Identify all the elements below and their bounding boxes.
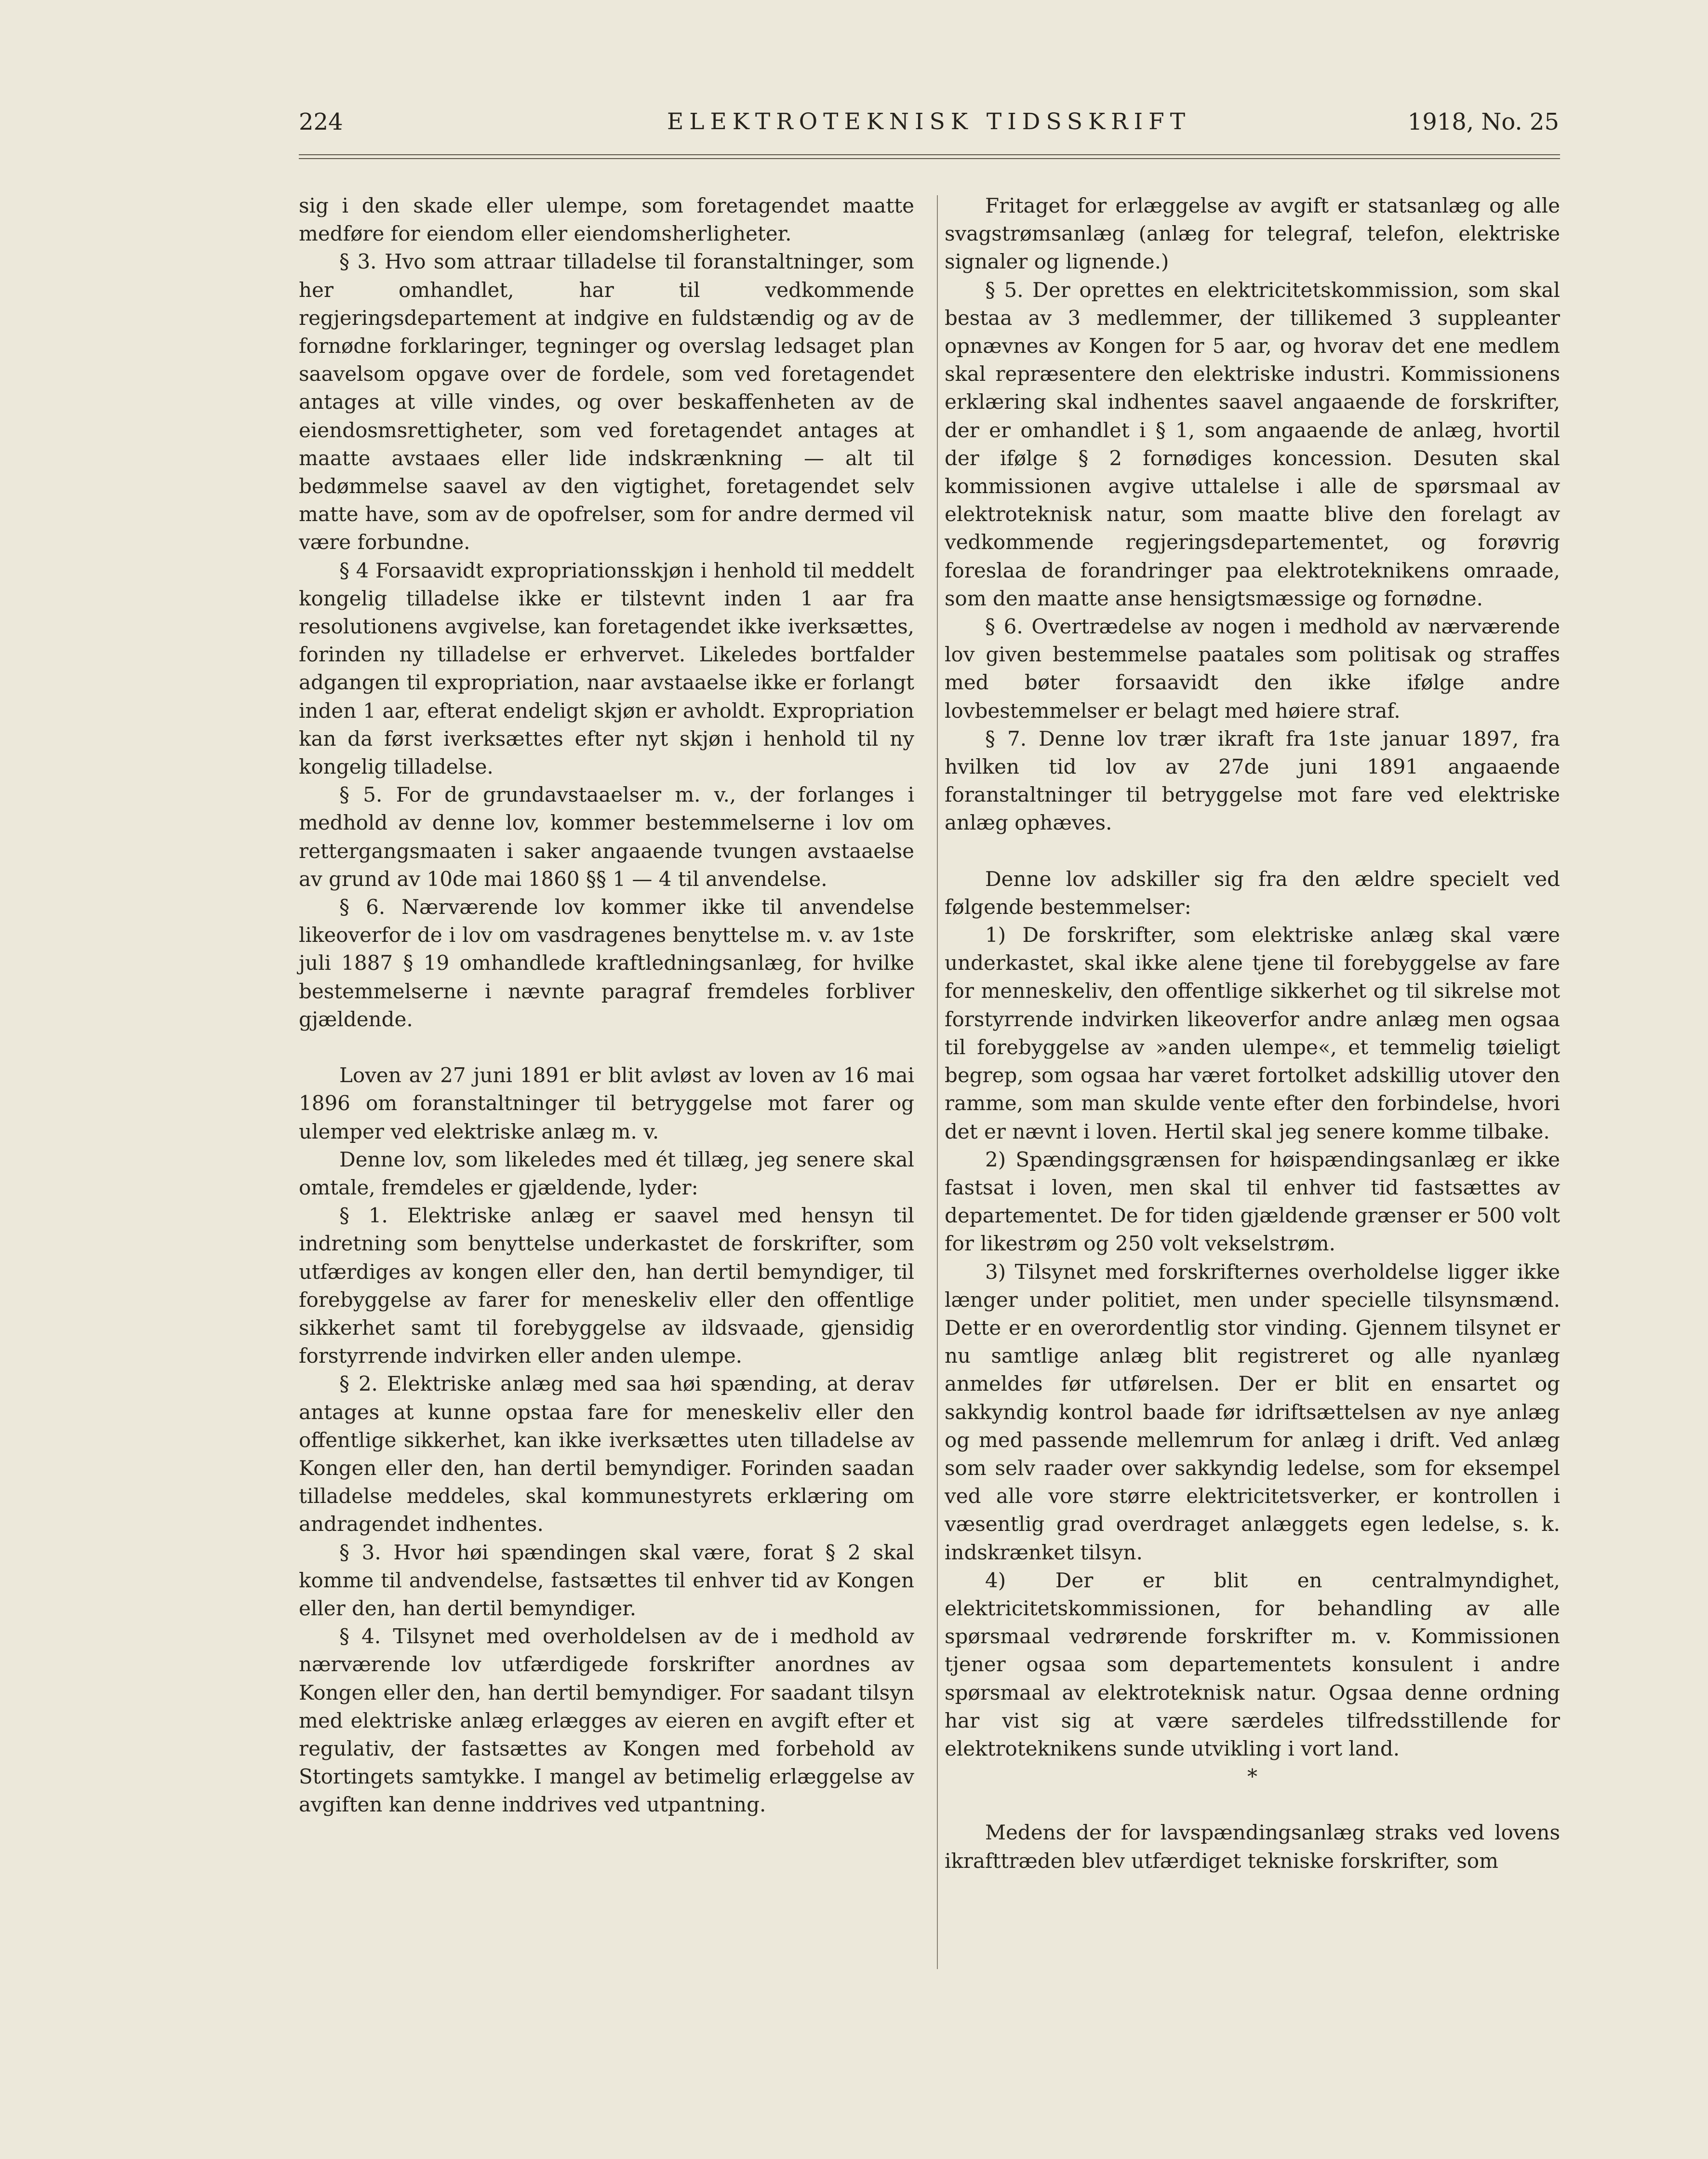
paragraph-law-section-1: § 1. Elektriske anlæg er saavel med hensyn til indretning som benyttelse underkastet de forskrifter, som utfærdiges av kongen eller den, han dertil bemyndiger, til forebyggelse av farer for meneskeliv eller den offentlige sikkerhet samt til forebyggelse av ildsvaade, gjensidig forstyrrende indvirken eller anden ulempe. <box>299 1204 914 1368</box>
paragraph-section-6: § 6. Nærværende lov kommer ikke til anvendelse likeoverfor de i lov om vasdragenes benyttelse m. v. av 1ste juli 1887 § 19 omhandlede kraftledningsanlæg, for hvilke bestemmelserne i nævnte paragraf fremdeles forbliver gjældende. <box>299 895 914 1031</box>
section-break-asterisk: * <box>1247 1765 1257 1789</box>
running-header <box>299 108 1559 142</box>
paragraph-law-section-6: § 6. Overtrædelse av nogen i medhold av nærværende lov given bestemmelse paatales som politisak og straffes med bøter forsaavidt den ikke ifølge andre lovbestemmelser er belagt med høiere straf. <box>945 615 1560 723</box>
list-item-4: 4) Der er blit en centralmyndighet, elektricitetskommissionen, for behandling av alle spørsmaal vedrørende forskrifter m. v. Kommissionen tjener ogsaa som departementets konsulent i andre spørsmaal av elektroteknisk natur. Ogsaa denne ordning har vist sig at være særdeles tilfredsstillende for elektroteknikens sunde utvikling i vort land. <box>945 1568 1560 1760</box>
header-rule-bottom <box>299 158 1560 159</box>
column-divider <box>937 195 938 1969</box>
paragraph: Denne lov, som likeledes med ét tillæg, jeg senere skal omtale, fremdeles er gjældende, lyder: <box>299 1147 914 1199</box>
paragraph-section-3: § 3. Hvo som attraar tilladelse til foranstaltninger, som her omhandlet, har til vedkommende regjeringsdepartement at indgive en fuldstændig og av de fornødne forklaringer, tegninger og overslag ledsaget plan saavelsom opgave over de fordele, som ved foretagendet antages at ville vindes, og over beskaffenheten av de eiendosmsrettigheter, som ved foretagendet antages at maatte avstaaes eller lide indskrænkning — alt til bedømmelse saavel av den vigtighet, foretagendet selv matte have, som av de opofrelser, som for andre dermed vil være forbundne. <box>299 250 914 554</box>
paragraph-gap <box>299 1033 914 1061</box>
paragraph: Medens der for lavspændingsanlæg straks ved lovens ikrafttræden blev utfærdiget tekniske forskrifter, som <box>945 1821 1560 1873</box>
journal-title: ELEKTROTEKNISK TIDSSKRIFT <box>667 108 1191 135</box>
paragraph-section-4: § 4 Forsaavidt expropriationsskjøn i henhold til meddelt kongelig tilladelse ikke er tilstevnt inden 1 aar fra resolutionens avgivelse, kan foretagendet ikke iverksættes, forinden ny tilladelse er erhvervet. Likeledes bortfalder adgangen til expropriation, naar avstaaelse ikke er forlangt inden 1 aar, efterat endeligt skjøn er avholdt. Expropriation kan da først iverksættes efter nyt skjøn i henhold til ny kongelig tilladelse. <box>299 558 914 779</box>
paragraph-gap <box>945 1791 1560 1819</box>
list-item-3: 3) Tilsynet med forskrifternes overholdelse ligger ikke længer under politiet, men under specielle tilsynsmænd. Dette er en overordentlig stor vinding. Gjennem tilsynet er nu samtlige anlæg blit registreret og alle nyanlæg anmeldes før utførelsen. Der er blit en ensartet og sakkyndig kontrol baade før idriftsættelsen av nye anlæg og med passende mellemrum for anlæg i drift. Ved anlæg som selv raader over sakkyndig ledelse, som for eksempel ved alle vore større elektricitetsverker, er kontrollen i væsentlig grad overdraget anlæggets egen ledelse, s. k. indskrænket tilsyn. <box>945 1260 1560 1564</box>
page-number: 224 <box>299 108 343 135</box>
paragraph-law-section-7: § 7. Denne lov trær ikraft fra 1ste januar 1897, fra hvilken tid lov av 27de juni 1891 angaaende foranstaltninger til betryggelse mot fare ved elektriske anlæg ophæves. <box>945 726 1560 835</box>
paragraph-gap <box>945 837 1560 865</box>
list-item-1: 1) De forskrifter, som elektriske anlæg skal være underkastet, skal ikke alene tjene til forebyggelse av fare for menneskeliv, den offentlige sikkerhet og til sikrelse mot forstyrrende indvirken likeoverfor andre anlæg men ogsaa til forebyggelse av »anden ulempe«, et temmelig tøieligt begrep, som ogsaa har været fortolket adskillig utover den ramme, som man skulde vente efter den forbindelse, hvori det er nævnt i loven. Hertil skal jeg senere komme tilbake. <box>945 923 1560 1143</box>
paragraph-law-section-4: § 4. Tilsynet med overholdelsen av de i medhold av nærværende lov utfærdigede forskrifter anordnes av Kongen eller den, han dertil bemyndiger. For saadant tilsyn med elektriske anlæg erlægges av eieren en avgift efter et regulativ, der fastsættes av Kongen med forbehold av Stortingets samtykke. I mangel av betimelig erlæggelse av avgiften kan denne inddrives ved utpantning. <box>299 1624 914 1817</box>
header-rule-top <box>299 154 1560 155</box>
paragraph: Denne lov adskiller sig fra den ældre specielt ved følgende bestemmelser: <box>945 867 1560 919</box>
issue-label: 1918, No. 25 <box>1407 108 1559 135</box>
right-column <box>945 192 1560 1875</box>
paragraph-section-5: § 5. For de grundavstaaelser m. v., der forlanges i medhold av denne lov, kommer bestemmelserne i lov om rettergangsmaaten i saker angaaende tvungen avstaaelse av grund av 10de mai 1860 §§ 1 — 4 til anvendelse. <box>299 783 914 891</box>
paragraph-law-section-2: § 2. Elektriske anlæg med saa høi spænding, at derav antages at kunne opstaa fare for meneskeliv eller den offentlige sikkerhet, kan ikke iverksættes uten tilladelse av Kongen eller den, han dertil bemyndiger. Forinden saadan tilladelse meddeles, skal kommunestyrets erklæring om andragendet indhentes. <box>299 1372 914 1536</box>
list-item-2: 2) Spændingsgrænsen for høispændingsanlæg er ikke fastsat i loven, men skal til enhver tid fastsættes av departementet. De for tiden gjældende grænser er 500 volt for likestrøm og 250 volt vekselstrøm. <box>945 1147 1560 1256</box>
left-column <box>299 192 914 1819</box>
paragraph: Loven av 27 juni 1891 er blit avløst av loven av 16 mai 1896 om foranstaltninger til betryggelse mot farer og ulemper ved elektriske anlæg m. v. <box>299 1063 914 1143</box>
paragraph: Fritaget for erlæggelse av avgift er statsanlæg og alle svagstrømsanlæg (anlæg for telegraf, telefon, elektriske signaler og lignende.) <box>945 194 1560 274</box>
paragraph: sig i den skade eller ulempe, som foretagendet maatte medføre for eiendom eller eiendomsherligheter. <box>299 194 914 246</box>
paragraph-law-section-5: § 5. Der oprettes en elektricitetskommission, som skal bestaa av 3 medlemmer, der tillikemed 3 suppleanter opnævnes av Kongen for 5 aar, og hvorav det ene medlem skal repræsentere den elektriske industri. Kommissionens erklæring skal indhentes saavel angaaende de forskrifter, der er omhandlet i § 1, som angaaende de anlæg, hvortil der ifølge § 2 fornødiges koncession. Desuten skal kommissionen avgive uttalelse i alle de spørsmaal av elektroteknisk natur, som maatte blive den forelagt av vedkommende regjeringsdepartementet, og forøvrig foreslaa de forandringer paa elektroteknikens omraade, som den maatte anse hensigtsmæssige og fornødne. <box>945 278 1560 610</box>
paragraph-law-section-3: § 3. Hvor høi spændingen skal være, forat § 2 skal komme til andvendelse, fastsættes til enhver tid av Kongen eller den, han dertil bemyndiger. <box>299 1540 914 1620</box>
